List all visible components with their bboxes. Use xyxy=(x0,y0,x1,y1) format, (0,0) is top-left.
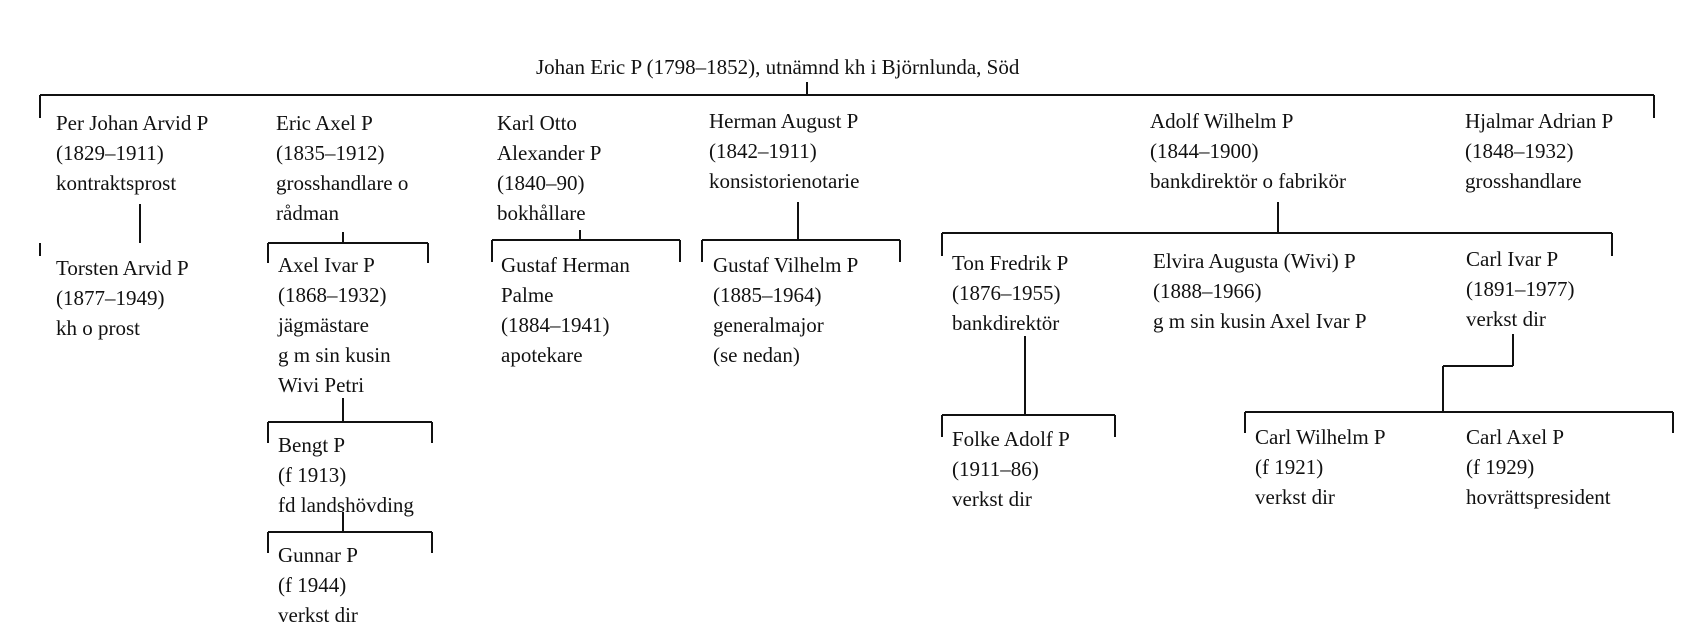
node-line: Elvira Augusta (Wivi) P xyxy=(1153,249,1356,273)
node-line: grosshandlare o xyxy=(276,171,409,195)
root-person: Johan Eric P (1798–1852), utnämnd kh i Björnlunda, Söd xyxy=(536,55,1020,79)
node-line: (1911–86) xyxy=(952,457,1039,481)
descendant-bengt xyxy=(278,430,414,520)
node-line: verkst dir xyxy=(952,487,1032,511)
node-line: grosshandlare xyxy=(1465,169,1582,193)
descendant-folke-adolf xyxy=(952,424,1070,514)
node-line: verkst dir xyxy=(278,603,358,627)
node-line: Palme xyxy=(501,283,554,307)
node-line: apotekare xyxy=(501,343,583,367)
node-line: Gunnar P xyxy=(278,543,358,567)
node-line: (1876–1955) xyxy=(952,281,1061,305)
node-line: g m sin kusin Axel Ivar P xyxy=(1153,309,1367,333)
grandchild-elvira-augusta xyxy=(1153,246,1367,336)
grandchild-axel-ivar xyxy=(278,250,391,400)
node-line: (1840–90) xyxy=(497,171,585,195)
node-line: (f 1944) xyxy=(278,573,347,597)
node-line: (1842–1911) xyxy=(709,139,817,163)
node-line: Gustaf Herman xyxy=(501,253,630,277)
node-line: (1891–1977) xyxy=(1466,277,1575,301)
node-line: Hjalmar Adrian P xyxy=(1465,109,1614,133)
node-line: Bengt P xyxy=(278,433,346,457)
node-line: verkst dir xyxy=(1255,485,1335,509)
node-line: Axel Ivar P xyxy=(278,253,375,277)
node-line: (f 1913) xyxy=(278,463,347,487)
node-line: jägmästare xyxy=(278,313,369,337)
node-line: (1877–1949) xyxy=(56,286,165,310)
node-line: Carl Ivar P xyxy=(1466,247,1559,271)
node-line: Karl Otto xyxy=(497,111,577,135)
node-line: (1868–1932) xyxy=(278,283,387,307)
node-line: (f 1929) xyxy=(1466,455,1535,479)
node-line: bokhållare xyxy=(497,201,586,225)
node-line: fd landshövding xyxy=(278,493,414,517)
node-line: (se nedan) xyxy=(713,343,800,367)
descendant-carl-axel xyxy=(1466,422,1611,512)
node-line: Carl Wilhelm P xyxy=(1255,425,1386,449)
node-line: hovrättspresident xyxy=(1466,485,1611,509)
node-line: (1885–1964) xyxy=(713,283,822,307)
child-adolf-wilhelm xyxy=(1150,106,1346,196)
node-line: Eric Axel P xyxy=(276,111,373,135)
descendant-gunnar xyxy=(278,540,358,630)
node-line: rådman xyxy=(276,201,339,225)
node-line: Herman August P xyxy=(709,109,859,133)
node-line: (1835–1912) xyxy=(276,141,385,165)
child-karl-otto xyxy=(497,108,601,228)
child-eric-axel xyxy=(276,108,408,228)
node-line: kontraktsprost xyxy=(56,171,177,195)
grandchild-gustaf-herman xyxy=(501,250,630,370)
grandchild-gustaf-vilhelm xyxy=(713,250,858,370)
child-herman-august xyxy=(709,106,859,196)
node-line: g m sin kusin xyxy=(278,343,391,367)
node-line: Adolf Wilhelm P xyxy=(1150,109,1294,133)
node-line: (1844–1900) xyxy=(1150,139,1259,163)
node-line: Per Johan Arvid P xyxy=(56,111,209,135)
node-line: Wivi Petri xyxy=(278,373,365,397)
node-line: kh o prost xyxy=(56,316,140,340)
node-line: (1888–1966) xyxy=(1153,279,1262,303)
node-line: Torsten Arvid P xyxy=(56,256,189,280)
node-line: generalmajor xyxy=(713,313,824,337)
node-line: bankdirektör xyxy=(952,311,1060,335)
node-line: (1884–1941) xyxy=(501,313,610,337)
grandchild-torsten-arvid xyxy=(56,253,189,343)
node-line: Gustaf Vilhelm P xyxy=(713,253,859,277)
grandchild-carl-ivar xyxy=(1466,244,1575,334)
child-per-johan-arvid xyxy=(56,108,208,198)
descendant-carl-wilhelm xyxy=(1255,422,1386,512)
node-line: bankdirektör o fabrikör xyxy=(1150,169,1346,193)
node-line: konsistorienotarie xyxy=(709,169,860,193)
node-line: (f 1921) xyxy=(1255,455,1324,479)
node-line: Carl Axel P xyxy=(1466,425,1564,449)
node-line: (1848–1932) xyxy=(1465,139,1574,163)
child-hjalmar-adrian xyxy=(1465,106,1613,196)
node-line: Folke Adolf P xyxy=(952,427,1070,451)
node-line: Ton Fredrik P xyxy=(952,251,1069,275)
node-line: verkst dir xyxy=(1466,307,1546,331)
grandchild-ton-fredrik xyxy=(952,248,1068,338)
node-line: Alexander P xyxy=(497,141,602,165)
node-line: (1829–1911) xyxy=(56,141,164,165)
